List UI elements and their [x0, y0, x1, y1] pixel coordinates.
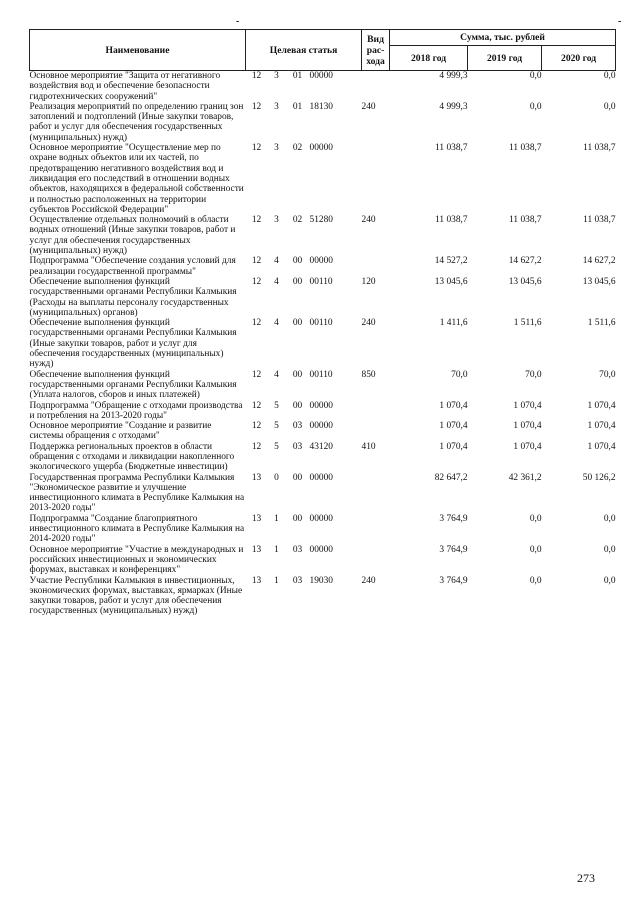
amount-2020: 0,0: [603, 101, 616, 112]
table-row: [30, 256, 616, 277]
target-code-program: 13: [251, 575, 262, 586]
target-code-program: 13: [251, 472, 262, 483]
amount-2020: 1 070,4: [587, 441, 616, 452]
header-expense-type: Вид рас-хода: [362, 30, 390, 71]
target-code-subprogram: 5: [274, 421, 279, 432]
target-code-event: 00: [292, 369, 303, 380]
target-code-direction: 00000: [309, 472, 333, 483]
amount-2018: 11 038,7: [435, 143, 468, 154]
expense-type-code: 240: [361, 101, 376, 112]
target-code-direction: 00110: [309, 276, 333, 287]
target-code-event: 03: [292, 575, 303, 586]
row-name: Подпрограмма "Обращение с отходами производства и потребления на 2013-2020 годы": [29, 400, 243, 421]
expense-type-code: [362, 401, 390, 422]
target-code-subprogram: 0: [274, 472, 279, 483]
amount-2018: 70,0: [451, 369, 468, 380]
amount-2018: 1 070,4: [439, 400, 468, 411]
amount-2019: 1 070,4: [513, 441, 542, 452]
row-name: Обеспечение выполнения функций государственными органами Республики Калмыкия (Уплата налогов, сборов и иных платежей): [29, 369, 237, 401]
amount-2019: 11 038,7: [509, 143, 542, 154]
amount-2018: 1 411,6: [439, 318, 468, 329]
table-row: [30, 473, 616, 514]
expense-type-code: 120: [361, 276, 376, 287]
target-code-event: 00: [292, 472, 303, 483]
amount-2019: 70,0: [525, 369, 542, 380]
amount-2019: 0,0: [529, 513, 542, 524]
row-name: Основное мероприятие "Создание и развитие системы обращения с отходами": [29, 421, 212, 442]
target-code-direction: 00000: [309, 513, 333, 524]
target-code-subprogram: 1: [274, 544, 279, 555]
row-name: Осуществление отдельных полномочий в области водных отношений (Иные закупки товаров, работ и услуг для обеспечения государственных (муниципальных) нужд): [29, 215, 236, 257]
row-name: Основное мероприятие "Участие в международных и российских инвестиционных и экономических форумах, выставках и конференциях": [29, 544, 244, 576]
target-code-direction: 43120: [309, 441, 333, 452]
table-row: [30, 401, 616, 422]
row-name: Поддержка региональных проектов в области обращения с отходами и ликвидации накопленного экологического ущерба (Бюджетные инвестиции): [29, 441, 235, 473]
target-code-subprogram: 4: [274, 318, 279, 329]
row-name: Подпрограмма "Создание благоприятного инвестиционного климата в Республике Калмыкия на 2014-2020 годы": [29, 513, 245, 545]
amount-2018: 4 999,3: [439, 71, 468, 81]
amount-2020: 70,0: [599, 369, 616, 380]
row-name: Обеспечение выполнения функций государственными органами Республики Калмыкия (Иные закупки товаров, работ и услуг для обеспечения государственных (муниципальных) нужд): [29, 318, 237, 370]
target-code-subprogram: 5: [274, 441, 279, 452]
target-code-direction: 00110: [309, 369, 333, 380]
amount-2019: 13 045,6: [508, 276, 542, 287]
amount-2018: 14 527,2: [434, 256, 468, 267]
row-name: Государственная программа Республики Калмыкия "Экономическое развитие и улучшение инвестиционного климата в Республике Калмыкия на 2013-2020 годы": [29, 472, 245, 514]
target-code-subprogram: 4: [274, 276, 279, 287]
amount-2018: 82 647,2: [434, 472, 468, 483]
amount-2018: 4 999,3: [439, 101, 468, 112]
expense-type-code: 240: [361, 575, 376, 586]
amount-2018: 3 764,9: [439, 544, 468, 555]
top-mark-right: -: [618, 16, 622, 27]
target-code-subprogram: 3: [274, 71, 279, 81]
amount-2018: 3 764,9: [439, 513, 468, 524]
target-code-program: 12: [251, 101, 262, 112]
amount-2019: 1 511,6: [513, 318, 542, 329]
target-code-event: 02: [292, 215, 303, 226]
row-name: Обеспечение выполнения функций государственными органами Республики Калмыкия (Расходы на выплаты персоналу государственных (муниципальных) органов): [29, 276, 237, 318]
amount-2020: 0,0: [603, 575, 616, 586]
target-code-program: 12: [251, 256, 262, 267]
expense-type-code: [362, 71, 390, 102]
amount-2019: 11 038,7: [509, 215, 542, 226]
expense-type-code: 410: [361, 441, 376, 452]
amount-2020: 50 126,2: [582, 472, 616, 483]
table-row: [30, 318, 616, 369]
table-row: [30, 277, 616, 318]
target-code-program: 12: [251, 71, 262, 81]
target-code-direction: 00000: [309, 143, 333, 154]
header-2020: 2020 год: [542, 46, 616, 71]
header-2019: 2019 год: [468, 46, 542, 71]
target-code-direction: 00000: [309, 256, 333, 267]
amount-2020: 1 070,4: [587, 421, 616, 432]
table-row: [30, 215, 616, 256]
table-row: [30, 421, 616, 442]
target-code-direction: 00110: [309, 318, 333, 329]
header-sum: Сумма, тыс. рублей: [390, 30, 616, 46]
expense-type-code: 850: [361, 369, 376, 380]
row-name: Реализация мероприятий по определению границ зон затоплений и подтоплений (Иные закупки товаров, работ и услуг для обеспечения государственных (муниципальных) нужд): [29, 101, 244, 143]
target-code-event: 03: [292, 421, 303, 432]
target-code-direction: 18130: [309, 101, 333, 112]
amount-2018: 1 070,4: [439, 441, 468, 452]
target-code-event: 00: [292, 513, 303, 524]
target-code-program: 12: [251, 421, 262, 432]
header-target-article: Целевая статья: [246, 30, 362, 71]
amount-2018: 1 070,4: [439, 421, 468, 432]
table-row: [30, 514, 616, 545]
table-row: [30, 576, 616, 617]
row-name: Основное мероприятие "Защита от негативного воздействия вод и обеспечение безопасности гидротехнических сооружений": [29, 71, 221, 102]
target-code-program: 13: [251, 544, 262, 555]
target-code-direction: 00000: [309, 421, 333, 432]
target-code-subprogram: 4: [274, 369, 279, 380]
header-name: Наименование: [30, 30, 246, 71]
target-code-program: 12: [251, 400, 262, 411]
amount-2019: 0,0: [529, 71, 542, 81]
amount-2020: 0,0: [603, 544, 616, 555]
amount-2020: 1 070,4: [587, 400, 616, 411]
amount-2019: 0,0: [529, 101, 542, 112]
row-name: Участие Республики Калмыкия в инвестиционных, экономических форумах, выставках, ярмарках (Иные закупки товаров, работ и услуг для обеспечения государственных (муниципальных) нужд): [29, 575, 243, 617]
amount-2020: 13 045,6: [582, 276, 616, 287]
amount-2020: 0,0: [603, 513, 616, 524]
amount-2019: 0,0: [529, 544, 542, 555]
table-row: [30, 71, 616, 102]
expense-type-code: [362, 514, 390, 545]
target-code-event: 01: [292, 71, 303, 81]
amount-2020: 11 038,7: [583, 215, 616, 226]
top-mark-left: -: [236, 16, 240, 27]
expense-type-code: [362, 473, 390, 514]
table-row: [30, 102, 616, 143]
target-code-direction: 00000: [309, 544, 333, 555]
target-code-program: 12: [251, 369, 262, 380]
expense-type-code: [362, 545, 390, 576]
amount-2019: 1 070,4: [513, 400, 542, 411]
budget-table: [29, 29, 616, 617]
target-code-program: 13: [251, 513, 262, 524]
target-code-program: 12: [251, 215, 262, 226]
target-code-direction: 00000: [309, 71, 333, 81]
table-row: [30, 143, 616, 215]
target-code-event: 00: [292, 276, 303, 287]
expense-type-code: 240: [361, 215, 376, 226]
amount-2020: 14 627,2: [582, 256, 616, 267]
target-code-event: 03: [292, 544, 303, 555]
target-code-subprogram: 3: [274, 143, 279, 154]
table-body: [30, 71, 616, 617]
target-code-event: 00: [292, 318, 303, 329]
target-code-program: 12: [251, 143, 262, 154]
amount-2018: 11 038,7: [435, 215, 468, 226]
target-code-event: 00: [292, 400, 303, 411]
header-2018: 2018 год: [390, 46, 468, 71]
table-row: [30, 442, 616, 473]
amount-2019: 42 361,2: [508, 472, 542, 483]
target-code-program: 12: [251, 276, 262, 287]
target-code-direction: 19030: [309, 575, 333, 586]
amount-2019: 14 627,2: [508, 256, 542, 267]
target-code-event: 00: [292, 256, 303, 267]
amount-2019: 1 070,4: [513, 421, 542, 432]
target-code-subprogram: 5: [274, 400, 279, 411]
amount-2018: 3 764,9: [439, 575, 468, 586]
expense-type-code: [362, 421, 390, 442]
row-name: Основное мероприятие "Осуществление мер по охране водных объектов или их частей, по предотвращению негативного воздействия вод и ликвидация его последствий в отношении водных объектов, находящихся в федеральной собственности и полностью расположенных на территории субъектов Российской Федерации": [29, 143, 244, 215]
table-row: [30, 545, 616, 576]
expense-type-code: [362, 256, 390, 277]
expense-type-code: [362, 143, 390, 215]
target-code-subprogram: 3: [274, 215, 279, 226]
target-code-subprogram: 4: [274, 256, 279, 267]
target-code-event: 01: [292, 101, 303, 112]
expense-type-code: 240: [361, 318, 376, 329]
target-code-direction: 00000: [309, 400, 333, 411]
amount-2020: 1 511,6: [587, 318, 616, 329]
amount-2018: 13 045,6: [434, 276, 468, 287]
amount-2019: 0,0: [529, 575, 542, 586]
table-row: [30, 370, 616, 401]
target-code-program: 12: [251, 441, 262, 452]
amount-2020: 11 038,7: [583, 143, 616, 154]
row-name: Подпрограмма "Обеспечение создания условий для реализации государственной программы": [29, 256, 236, 277]
target-code-direction: 51280: [309, 215, 333, 226]
target-code-event: 02: [292, 143, 303, 154]
target-code-subprogram: 1: [274, 575, 279, 586]
page-number: 273: [577, 871, 595, 885]
target-code-subprogram: 3: [274, 101, 279, 112]
amount-2020: 0,0: [603, 71, 616, 81]
target-code-event: 03: [292, 441, 303, 452]
target-code-subprogram: 1: [274, 513, 279, 524]
target-code-program: 12: [251, 318, 262, 329]
